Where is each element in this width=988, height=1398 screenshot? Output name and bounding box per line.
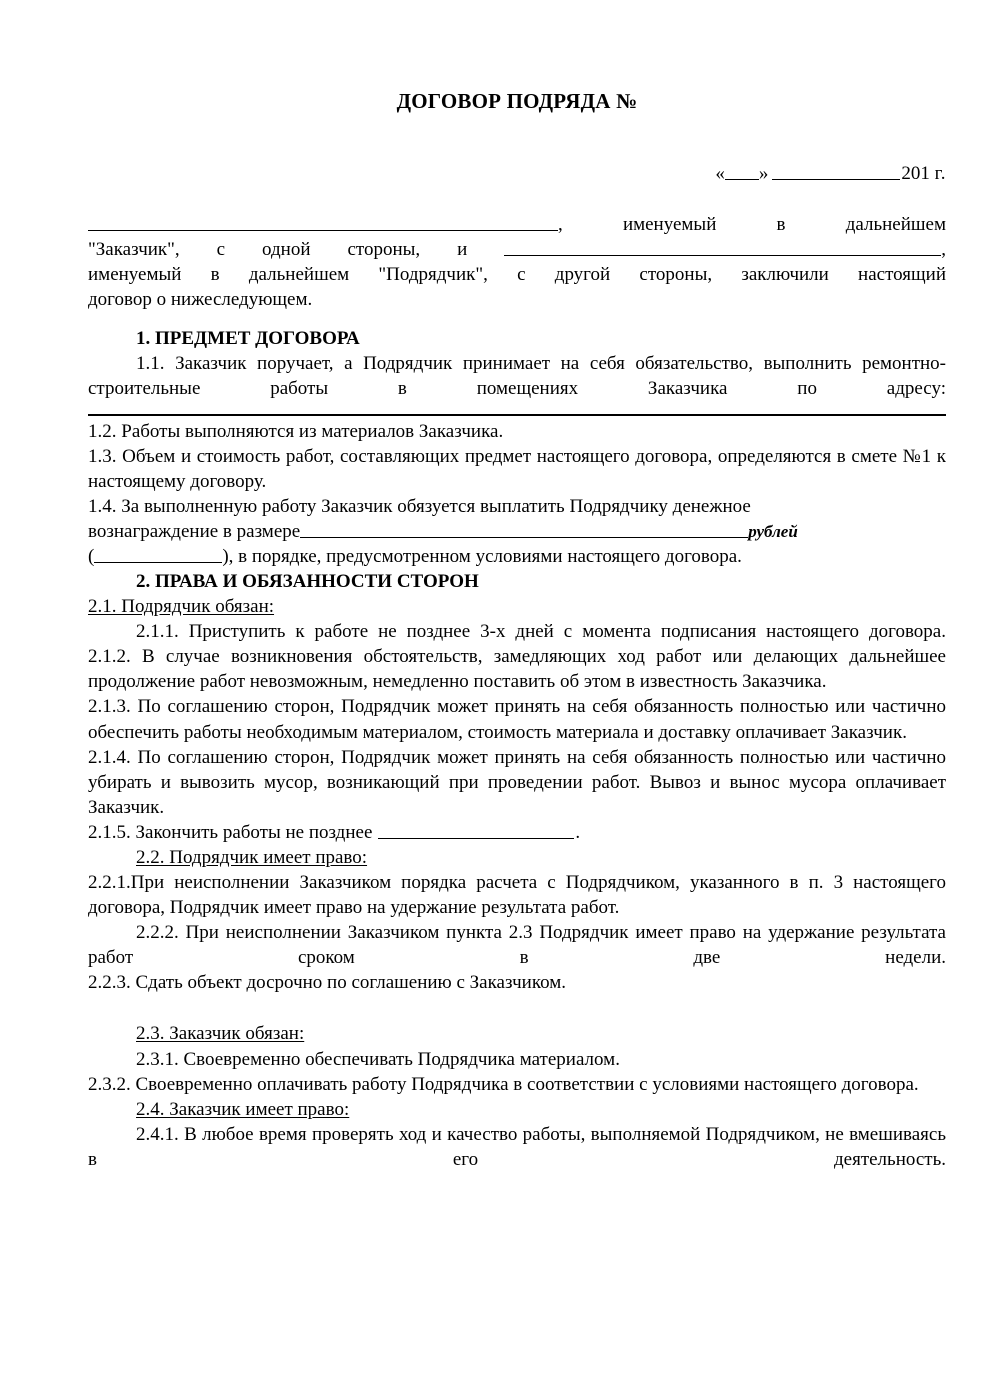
year-prefix: 201 <box>901 163 930 185</box>
contractor-name-blank-field[interactable] <box>504 237 941 256</box>
clause-1-2: 1.2. Работы выполняются из материалов Заказчика. <box>88 420 504 442</box>
subsection-2-3-label: 2.3. Заказчик обязан: <box>136 1023 305 1045</box>
subsection-2-1-label: 2.1. Подрядчик обязан: <box>88 596 275 618</box>
clause-1-1: 1.1. Заказчик поручает, а Подрядчик принимает на себя обязательство, выполнить ремонтно-строительные работы в помещениях Заказчика по адресу: <box>88 353 946 400</box>
clause-2-1-1: 2.1.1. Приступить к работе не позднее 3-х дней с момента подписания настоящего договора. <box>136 621 946 643</box>
quote-close: » <box>758 163 769 185</box>
intro-line-2-tail: , <box>941 239 946 261</box>
section-1-title: ПРЕДМЕТ ДОГОВОРА <box>155 328 360 350</box>
amount-words-blank-field[interactable] <box>94 544 222 563</box>
clause-2-1-5-tail: . <box>575 821 581 843</box>
subsection-2-2-title <box>88 845 946 870</box>
day-blank-field[interactable] <box>725 161 759 180</box>
clause-2-1-3: 2.1.3. По соглашению сторон, Подрядчик может принять на себя обязанность полностью или частично обеспечить работы необходимым материалом, стоимость материала и доставку оплачивает Заказчик. <box>88 696 946 743</box>
clause-2-3-2: 2.3.2. Своевременно оплачивать работу Подрядчика в соответствии с условиями настоящего договора. <box>88 1073 919 1095</box>
date-line <box>88 161 946 186</box>
currency-unit-label: рублей <box>748 521 798 541</box>
section-1-number: 1. <box>136 328 151 350</box>
intro-line-2-head: "Заказчик", с одной стороны, и <box>88 239 468 261</box>
clause-1-3: 1.3. Объем и стоимость работ, составляющих предмет настоящего договора, определяются в смете №1 к настоящему договору. <box>88 445 946 492</box>
customer-name-blank-field[interactable] <box>88 212 558 231</box>
quote-open: « <box>715 163 725 185</box>
subsection-2-4-title <box>88 1097 946 1122</box>
intro-line-3: именуемый в дальнейшем "Подрядчик", с другой стороны, заключили настоящий <box>88 264 946 286</box>
subsection-2-1-title <box>88 594 946 619</box>
clause-1-4-line-3: ( ), в порядке, предусмотренном условиями настоящего договора. <box>88 544 946 569</box>
intro-line-2 <box>88 237 946 262</box>
clause-2-4-1: 2.4.1. В любое время проверять ход и качество работы, выполняемой Подрядчиком, не вмешиваясь в его деятельность. <box>88 1123 946 1170</box>
section-2-heading <box>88 569 946 594</box>
clause-2-3-1: 2.3.1. Своевременно обеспечивать Подрядчика материалом. <box>136 1048 620 1070</box>
clause-2-1-5 <box>88 820 946 845</box>
clause-1-4-amount-label: вознаграждение в размере <box>88 520 301 542</box>
clause-2-1-4: 2.1.4. По соглашению сторон, Подрядчик может принять на себя обязанность полностью или частично убирать и вывозить мусор, возникающий при проведении работ. Вывоз и вынос мусора оплачивает Заказчик. <box>88 746 946 818</box>
clause-2-1-2: 2.1.2. В случае возникновения обстоятельств, замедляющих ход работ или делающих дальнейшее продолжение работ невозможным, немедленно поставить об этом в известность Заказчика. <box>88 646 946 693</box>
clause-2-1-5-head: 2.1.5. Закончить работы не позднее <box>88 821 373 843</box>
subsection-2-2-label: 2.2. Подрядчик имеет право: <box>136 847 368 868</box>
intro-line-1 <box>88 212 946 237</box>
intro-line-4: договор о нижеследующем. <box>88 289 313 311</box>
address-blank-rule[interactable] <box>88 414 946 416</box>
clause-1-4-line-2 <box>88 519 946 544</box>
clause-1-4-line-3-tail: ), в порядке, предусмотренном условиями настоящего договора. <box>222 546 742 568</box>
section-2-title: ПРАВА И ОБЯЗАННОСТИ СТОРОН <box>155 571 479 593</box>
section-1-heading <box>88 326 946 351</box>
subsection-2-4-label: 2.4. Заказчик имеет право: <box>136 1098 350 1120</box>
clause-2-2-2: 2.2.2. При неисполнении Заказчиком пункта 2.3 Подрядчик имеет право на удержание результата работ сроком в две недели. <box>88 922 946 969</box>
clause-2-2-1: 2.2.1.При неисполнении Заказчиком порядка расчета с Подрядчиком, указанного в п. 3 настоящего договора, Подрядчик имеет право на удержание результата работ. <box>88 872 946 919</box>
page-title: ДОГОВОР ПОДРЯДА № <box>396 89 638 113</box>
section-2-number: 2. <box>136 571 151 593</box>
amount-digits-blank-field[interactable] <box>300 519 748 538</box>
finish-date-blank-field[interactable] <box>378 820 574 839</box>
document-body <box>88 0 946 1172</box>
subsection-2-3-title <box>88 1021 946 1046</box>
year-suffix: г. <box>934 163 946 185</box>
month-blank-field[interactable] <box>772 161 900 180</box>
clause-2-2-3: 2.2.3. Сдать объект досрочно по соглашению с Заказчиком. <box>88 972 567 994</box>
clause-1-4-line-1: 1.4. За выполненную работу Заказчик обязуется выплатить Подрядчику денежное <box>88 495 751 517</box>
intro-line-1-tail: , именуемый в дальнейшем <box>558 213 946 235</box>
